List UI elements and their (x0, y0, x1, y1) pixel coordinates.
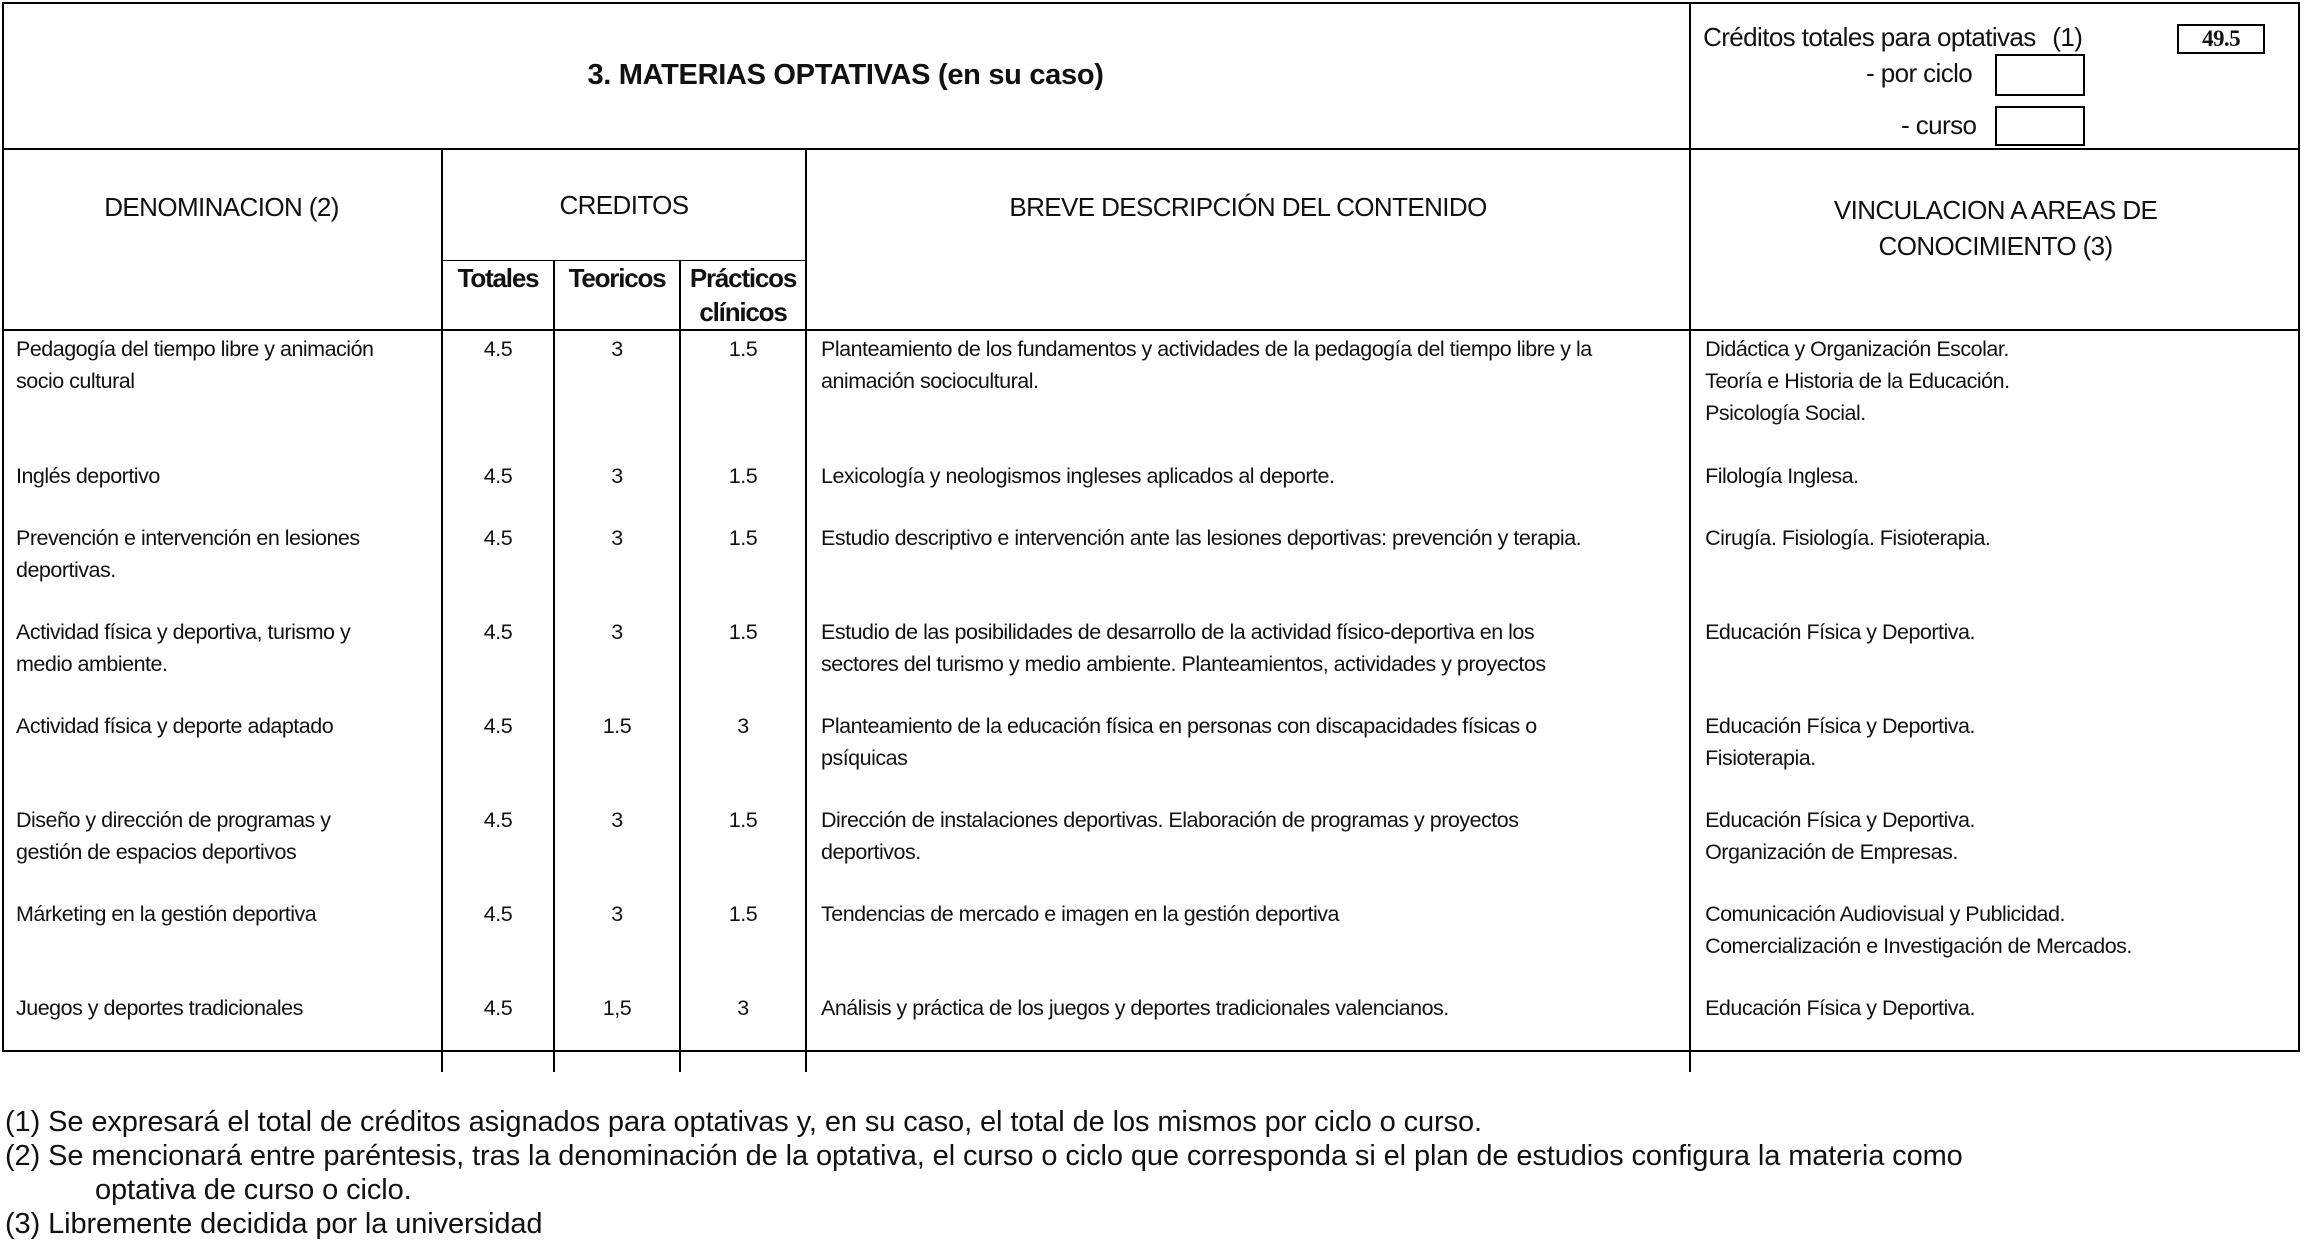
footnotes (5, 1105, 2300, 1241)
table-row (2, 330, 2300, 454)
cell-descripcion-line: animación sociocultural. (821, 369, 1039, 393)
cell-descripcion (806, 704, 1690, 798)
cell-descripcion-line: Estudio descriptivo e intervención ante las lesiones deportivas: prevención y terapia. (821, 526, 1582, 550)
cell-totales: 4.5 (442, 892, 554, 986)
table-row (2, 704, 2300, 798)
col-header-teoricos: Teoricos (554, 261, 680, 331)
cell-denominacion-line: Actividad física y deporte adaptado (16, 714, 334, 738)
cell-practicos: 1.5 (680, 516, 806, 610)
cell-practicos: 3 (680, 704, 806, 798)
table-row (2, 798, 2300, 892)
totals-label: Créditos totales para optativas (1703, 22, 2036, 52)
footnote-2: (2) Se mencionará entre paréntesis, tras la denominación de la optativa, el curso o ciclo que corresponda si el plan de estudios configura la materia como (5, 1140, 1963, 1172)
cell-descripcion (806, 610, 1690, 704)
col-header-descripcion: BREVE DESCRIPCIÓN DEL CONTENIDO (806, 149, 1690, 330)
cell-descripcion-line: Planteamiento de la educación física en personas con discapacidades físicas o (821, 714, 1537, 738)
cell-denominacion-line: socio cultural (16, 369, 135, 393)
cell-teoricos: 1.5 (554, 704, 680, 798)
cell-denominacion (2, 330, 442, 454)
cell-descripcion (806, 892, 1690, 986)
cell-denominacion (2, 892, 442, 986)
cell-totales: 4.5 (442, 516, 554, 610)
cell-practicos: 1.5 (680, 610, 806, 704)
cell-vinculacion (1690, 330, 2300, 454)
cell-denominacion-line: Juegos y deportes tradicionales (16, 996, 303, 1020)
table-row (2, 892, 2300, 986)
cell-vinculacion-line: Psicología Social. (1705, 401, 1866, 425)
col-header-vinculacion (1690, 149, 2300, 330)
cell-descripcion (806, 330, 1690, 454)
curso-label: - curso (1901, 110, 1977, 140)
cell-descripcion (806, 516, 1690, 610)
cell-practicos: 1.5 (680, 330, 806, 454)
cell-totales: 4.5 (442, 798, 554, 892)
cell-vinculacion (1690, 454, 2300, 516)
cell-denominacion-line: gestión de espacios deportivos (16, 840, 297, 864)
cell-denominacion (2, 704, 442, 798)
cell-vinculacion-line: Fisioterapia. (1705, 746, 1816, 770)
cell-denominacion (2, 986, 442, 1072)
cell-denominacion (2, 516, 442, 610)
cell-denominacion (2, 454, 442, 516)
cell-descripcion-line: Estudio de las posibilidades de desarrollo de la actividad físico-deportiva en los (821, 620, 1535, 644)
cell-totales: 4.5 (442, 610, 554, 704)
cell-totales: 4.5 (442, 330, 554, 454)
cell-totales: 4.5 (442, 986, 554, 1072)
cell-totales: 4.5 (442, 704, 554, 798)
cell-descripcion (806, 454, 1690, 516)
cell-vinculacion (1690, 986, 2300, 1072)
section-title: 3. MATERIAS OPTATIVAS (en su caso) (2, 2, 1690, 149)
cell-denominacion-line: deportivas. (16, 558, 116, 582)
cell-teoricos: 3 (554, 798, 680, 892)
optativas-table (2, 2, 2300, 1072)
footnote-3: (3) Libremente decidida por la universidad (5, 1208, 543, 1240)
cell-vinculacion-line: Educación Física y Deportiva. (1705, 808, 1975, 832)
cell-denominacion-line: Diseño y dirección de programas y (16, 808, 331, 832)
cell-vinculacion (1690, 516, 2300, 610)
totals-ref: (1) (2052, 22, 2083, 52)
cell-vinculacion (1690, 798, 2300, 892)
col-header-practicos-line2: clínicos (699, 297, 787, 327)
col-header-denominacion: DENOMINACION (2) (2, 149, 442, 330)
cell-denominacion-line: Márketing en la gestión deportiva (16, 902, 317, 926)
por-ciclo-label: - por ciclo (1866, 58, 1973, 88)
cell-teoricos: 3 (554, 330, 680, 454)
cell-denominacion-line: Pedagogía del tiempo libre y animación (16, 337, 374, 361)
cell-descripcion-line: Lexicología y neologismos ingleses aplicados al deporte. (821, 464, 1335, 488)
col-header-practicos-line1: Prácticos (689, 263, 797, 293)
cell-vinculacion (1690, 610, 2300, 704)
cell-denominacion-line: Inglés deportivo (16, 464, 160, 488)
cell-descripcion-line: Dirección de instalaciones deportivas. Elaboración de programas y proyectos (821, 808, 1519, 832)
col-header-vinculacion-line1: VINCULACION A AREAS DE (1833, 195, 2158, 225)
cell-vinculacion-line: Cirugía. Fisiología. Fisioterapia. (1705, 526, 1991, 550)
cell-descripcion (806, 986, 1690, 1072)
cell-denominacion-line: Prevención e intervención en lesiones (16, 526, 360, 550)
cell-vinculacion-line: Educación Física y Deportiva. (1705, 620, 1975, 644)
col-header-vinculacion-line2: CONOCIMIENTO (3) (1878, 231, 2113, 261)
cell-practicos: 3 (680, 986, 806, 1072)
cell-denominacion-line: medio ambiente. (16, 652, 168, 676)
cell-totales: 4.5 (442, 454, 554, 516)
cell-vinculacion-line: Didáctica y Organización Escolar. (1705, 337, 2009, 361)
table-row (2, 516, 2300, 610)
table-row (2, 986, 2300, 1072)
cell-teoricos: 3 (554, 516, 680, 610)
cell-practicos: 1.5 (680, 892, 806, 986)
cell-denominacion (2, 610, 442, 704)
cell-teoricos: 3 (554, 454, 680, 516)
cell-descripcion-line: Análisis y práctica de los juegos y deportes tradicionales valencianos. (821, 996, 1449, 1020)
cell-vinculacion (1690, 704, 2300, 798)
cell-denominacion-line: Actividad física y deportiva, turismo y (16, 620, 351, 644)
table-row (2, 454, 2300, 516)
col-header-creditos: CREDITOS (442, 149, 806, 261)
cell-descripcion-line: sectores del turismo y medio ambiente. Planteamientos, actividades y proyectos (821, 652, 1546, 676)
cell-vinculacion-line: Teoría e Historia de la Educación. (1705, 369, 2010, 393)
footnote-1: (1) Se expresará el total de créditos asignados para optativas y, en su caso, el total de los mismos por ciclo o curso. (5, 1106, 1482, 1138)
cell-teoricos: 3 (554, 892, 680, 986)
cell-vinculacion-line: Educación Física y Deportiva. (1705, 714, 1975, 738)
cell-descripcion-line: deportivos. (821, 840, 921, 864)
cell-practicos: 1.5 (680, 454, 806, 516)
col-header-totales: Totales (442, 261, 554, 331)
cell-teoricos: 1,5 (554, 986, 680, 1072)
cell-descripcion-line: Tendencias de mercado e imagen en la gestión deportiva (821, 902, 1340, 926)
cell-descripcion-line: psíquicas (821, 746, 908, 770)
cell-vinculacion (1690, 892, 2300, 986)
credit-totals-panel (1690, 2, 2300, 149)
totals-value-box: 49.5 (2177, 24, 2265, 54)
cell-vinculacion-line: Comercialización e Investigación de Mercados. (1705, 934, 2132, 958)
curso-box (1995, 106, 2085, 146)
cell-descripcion-line: Planteamiento de los fundamentos y actividades de la pedagogía del tiempo libre y la (821, 337, 1592, 361)
cell-vinculacion-line: Educación Física y Deportiva. (1705, 996, 1975, 1020)
cell-vinculacion-line: Organización de Empresas. (1705, 840, 1958, 864)
por-ciclo-box (1995, 54, 2085, 96)
cell-descripcion (806, 798, 1690, 892)
cell-vinculacion-line: Comunicación Audiovisual y Publicidad. (1705, 902, 2065, 926)
col-header-practicos (680, 261, 806, 331)
table-body (2, 330, 2300, 1072)
cell-teoricos: 3 (554, 610, 680, 704)
cell-denominacion (2, 798, 442, 892)
footnote-2-continuation: optativa de curso o ciclo. (95, 1174, 412, 1206)
table-row (2, 610, 2300, 704)
cell-vinculacion-line: Filología Inglesa. (1705, 464, 1859, 488)
cell-practicos: 1.5 (680, 798, 806, 892)
